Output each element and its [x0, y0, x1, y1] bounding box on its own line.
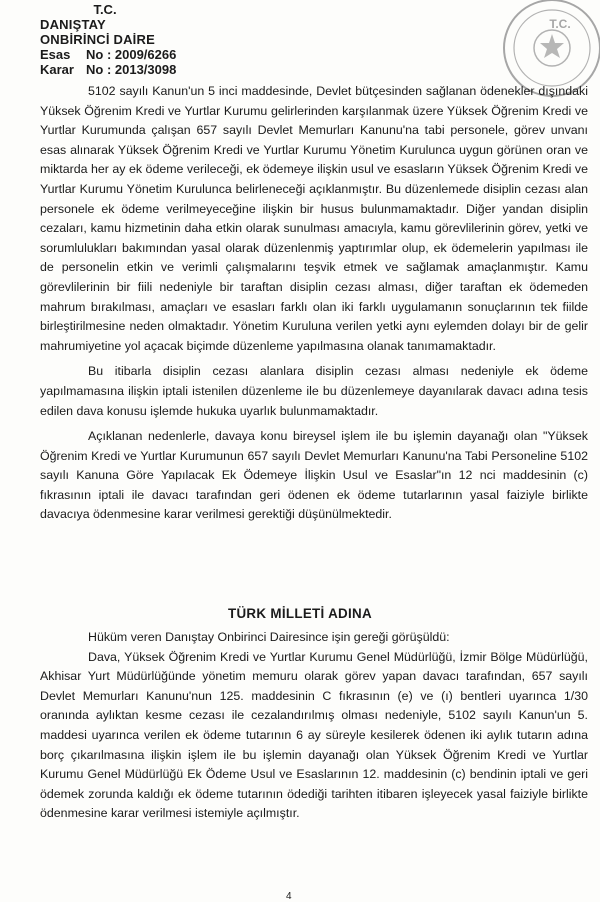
header-chamber: ONBİRİNCİ DAİRE: [40, 32, 155, 47]
section-heading: TÜRK MİLLETİ ADINA: [227, 606, 372, 621]
paragraph-2: Bu itibarla disiplin cezası alanlara disiplin cezası alması nedeniyle ek ödeme yapılmamasına ilişkin iptali istenilen düzenleme ile bu düzenlemeye dayanılarak davacı adına tesis edilen dava konusu işlemde hukuka uyarlık bulunmamaktadır.: [40, 364, 588, 418]
document-header: [40, 2, 210, 77]
paragraph-3: Açıklanan nedenlerle, davaya konu bireysel işlem ile bu işlemin dayanağı olan "Yüksek Öğrenim Kredi ve Yurtlar Kurumunun 657 sayılı Devlet Memurları Kanunu'na Tabi Personeline 5102 sayılı Kanuna Göre Yapılacak Ek Ödemeye İlişkin Usul ve Esaslar"ın 12 nci maddesinin (c) fıkrasının iptali ile davacı tarafından geri ödenen ek ödeme tutarlarının yasal faiziyle birlikte davacıya ödenmesine karar verilmesi gerektiği düşünülmektedir.: [40, 429, 588, 522]
verdict-paragraph: Dava, Yüksek Öğrenim Kredi ve Yurtlar Kurumu Genel Müdürlüğü, İzmir Bölge Müdürlüğü, Akhisar Yurt Müdürlüğünde yönetim memuru olarak görev yapan davacı tarafından, 657 sayılı Devlet Memurları Kanunu'nun 125. maddesinin C fıkrasının (e) ve (ı) bentleri uyarınca 1/30 oranında aylıktan kesme cezası ile cezalandırılmış olması nedeniyle, 5102 sayılı Kanun'un 5. maddesi uyarınca verilen ek ödeme tutarının 6 ay süreyle kesilerek ödenen iki aylık tutarın adına borç çıkarılmasına ilişkin işlem ile bu işlemin dayanağı olan Yüksek Öğrenim Kredi ve Yurtlar Kurumu Genel Müdürlüğü Ek Ödeme Usul ve Esaslarının 12. maddesinin (c) bendinin iptali ve geri ödemek zorunda kaldığı ek ödeme tutarının ödediği tarihten itibaren işleyecek yasal faiziyle birlikte ödenmesine karar verilmesi istemiyle açılmıştır.: [40, 649, 588, 821]
page-number: 4: [286, 891, 292, 902]
esas-value: No : 2009/6266: [86, 47, 177, 62]
reasoning-section: [40, 82, 588, 525]
karar-value: No : 2013/3098: [86, 62, 177, 77]
verdict-intro: Hüküm veren Danıştay Onbirinci Dairesince işin gereği görüşüldü:: [88, 630, 450, 644]
paragraph-1: 5102 sayılı Kanun'un 5 inci maddesinde, Devlet bütçesinden sağlanan ödenekler dışındaki Yüksek Öğrenim Kredi ve Yurtlar Kurumu gelirlerinden karşılanmak üzere Yüksek Öğrenim Kredi ve Yurtlar Kurumunda çalışan 657 sayılı Devlet Memurları Kanunu'na tabi personele, görev unvanı esas alınarak Yüksek Öğrenim Kredi ve Yurtlar Kurumu Yönetim Kurulunca uygun görünen oran ve miktarda her ay ek ödeme verileceği, ek ödemeye ilişkin usul ve esasların Yüksek Öğrenim Kredi ve Yurtlar Kurumu Yönetim Kurulunca belirleneceği açıklanmıştır. Bu düzenlemede disiplin cezası alan personele ek ödeme verilmeyeceğine ilişkin bir husus bulunmamaktadır. Diğer yandan disiplin cezaları, kamu hizmetinin daha etkin olarak sunulması amacıyla, kamu görevlilerinin görev, yetki ve sorumlulukları bakımından yasal olarak düzenlenmiş yaptırımlar olup, ek ödemelerin yapılması ile de personelin etkin ve verimli çalışmalarını teşvik etmek ve sağlamak amaçlanmıştır. Kamu görevlilerinin bir fiili nedeniyle bir taraftan disiplin cezası alması, diğer taraftan ek ödemeden mahrum bırakılması, amaçları ve esasları farklı olan iki farklı uygulamanın sonuçlarının tek fiilde birleştirilmesine neden olmaktadır. Yönetim Kuruluna verilen yetki aynı eylemden dolayı bir de gelir mahrumiyetine yol açacak biçimde düzenleme yapılmasına olanak tanımamaktadır.: [40, 84, 588, 353]
seal-text: T.C.: [549, 17, 571, 31]
header-esas-row: [40, 47, 210, 62]
header-tc: T.C.: [93, 2, 117, 17]
header-karar-row: [40, 62, 210, 77]
header-court: DANIŞTAY: [40, 17, 106, 32]
esas-label: Esas: [40, 47, 71, 62]
karar-label: Karar: [40, 62, 74, 77]
verdict-section: [40, 628, 588, 824]
